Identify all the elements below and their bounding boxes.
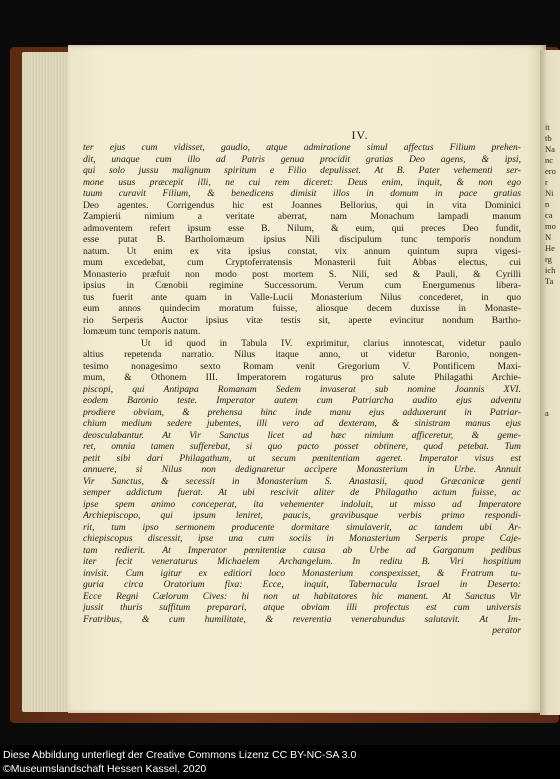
text-line: Monasterio præfuit non modo post mortem S. Nili, sed & Pauli, & Cyrilli <box>83 268 521 280</box>
facing-page-fragment <box>540 298 560 309</box>
text-line: eum annos quindecim moratum fuisse, aliosque decem duxisse in Monaste- <box>83 303 521 314</box>
copyright-credit: ©Museumslandschaft Hessen Kassel, 2020 <box>3 763 207 775</box>
text-line: Ecce Regni Cælorum Cives: hi non ut habitatores hic manent. At Sanctus Vir <box>83 590 521 602</box>
facing-page-fragment: Na <box>545 144 555 154</box>
facing-page-fragment: a <box>545 408 549 418</box>
facing-page-fragment: r <box>545 177 548 187</box>
facing-page-edge <box>540 50 560 715</box>
page-heading: IV. <box>351 128 369 142</box>
facing-page-fragment: it <box>545 122 550 132</box>
text-line: ret, omnia tamen sufferebat, si quo pacto posset obtinere, quod petebat. Tum <box>83 441 521 452</box>
facing-page-fragment <box>540 397 560 408</box>
text-line: petit sibi dari Philagathum, ut secum pœnitentiam ageret. Imperator visus est <box>83 452 521 464</box>
text-line: piscopi, qui Antipapa Romanam Sedem invaserat sub nomine Joannis XVI. <box>83 383 521 395</box>
text-line: annuere, si Nilus non dedignaretur accipere Monasterium in Urbe. Annuit <box>83 464 521 475</box>
facing-page-fragment: N <box>545 232 552 242</box>
facing-page-fragment: Ni <box>545 188 554 198</box>
facing-page-fragment: ca <box>545 210 553 220</box>
text-line: tam redierit. At Imperator pœnitentiæ causa ab Urbe ad Garganum pedibus <box>83 544 521 556</box>
facing-page-fragment <box>540 320 560 331</box>
text-line: invisit. Cum igitur ex editiori loco Monasterium conspexisset, & Fratrum tu- <box>83 567 521 579</box>
text-line: altius repetenda narratio. Nilus itaque anno, ut videtur Baronio, nongen- <box>83 349 521 360</box>
text-line: tesimo nonagesimo sexto Romam venit Gregorium V. Pontificem Maxi- <box>83 360 521 372</box>
text-line: Vir Sanctus, & secessit in Monasterium S. Anastasii, quod Græcanicæ genti <box>83 475 521 487</box>
facing-page-fragment <box>540 353 560 364</box>
text-line: deosculabantur. At Vir Sanctus licet ad hæc nimium afficeretur, & geme- <box>83 429 521 441</box>
text-line: rit, tum ipso sermonem producente dormitare simulaverit, ac tandem ubi Ar- <box>83 521 521 533</box>
text-line: chiepiscopus discessit, ipse una cum sociis in Monasterium Serperis prope Caje- <box>83 533 521 544</box>
facing-page-fragment: rg <box>545 254 552 264</box>
facing-page-fragment <box>540 331 560 342</box>
text-line: esse putat B. Bartholomæum ipsius Nili discipulum tunc temporis nondum <box>83 234 521 245</box>
facing-page-fragment <box>540 375 560 386</box>
facing-page-fragment: tb <box>545 133 552 143</box>
facing-page-fragment <box>540 386 560 397</box>
text-line: qui solo jussu malignum spiritum e Filio depulisset. At B. Pater vehementi ser- <box>83 165 521 176</box>
facing-page-fragment: mo <box>545 221 556 231</box>
text-line: ter ejus cum vidisset, gaudio, atque admiratione simul affectus Filium prehen- <box>83 142 521 153</box>
facing-page-fragment: nc <box>545 155 554 165</box>
text-line: iter fecit veneraturus Michaelem Archangelum. In reditu B. Viri hospitium <box>83 556 521 567</box>
text-line: ipsius in Cœnobii regimine Successorum. Verum cum Energumenus libera- <box>83 280 521 291</box>
text-line: Ut id quod in Tabula IV. exprimitur, clarius innotescat, videtur paulo <box>141 337 521 349</box>
text-line: guria circa Oratorium fixa: Ecce, inquit, Tabernacula Israel in Deserto: <box>83 579 521 590</box>
text-line: lomæum tunc temporis natum. <box>83 326 201 337</box>
text-line: chium medium sedere jubentes, illi vero ad dexteram, & sinistram manus ejus <box>83 418 521 429</box>
text-line: Archiepiscopo, qui ipsum leniret, paucis, gravibusque verbis primo respondi- <box>83 510 521 521</box>
facing-page-fragment: Ta <box>545 276 554 286</box>
text-line: Fratribus, & cum humilitate, & reverentia venerabundus salutavit. At Im- <box>83 613 521 625</box>
text-line: rio Serperis Auctor ipsius vitæ testis sit, aperte evincitur nondum Bartho- <box>83 314 521 326</box>
facing-page-fragment <box>540 287 560 298</box>
text-line: admoventem refert ipsum esse B. Nilum, & eum, qui preces Deo fundit, <box>83 222 521 234</box>
text-line: prodiere obviam, & prehensa hinc inde manu ejus adduxerunt in Patriar- <box>83 406 521 418</box>
license-credit: Diese Abbildung unterliegt der Creative Commons Lizenz CC BY-NC-SA 3.0 <box>3 749 357 761</box>
facing-page-fragment <box>540 342 560 353</box>
text-line: ipse spem animo conceperat, ita vehementer indoluit, ut misso ad Imperatore <box>83 498 521 510</box>
text-line: Zampierii nimium a veritate aberrat, nam Monachum lampadi manum <box>83 211 521 222</box>
facing-page-fragment <box>540 364 560 375</box>
text-line: semper addictum fuerat. At ubi rescivit aliter de Philagatho actum fuisse, ac <box>83 487 521 498</box>
facing-page-fragment: n <box>545 199 550 209</box>
body-text <box>83 142 521 637</box>
text-line: mone usus præcepit illi, ne cui rem diceret: Deus enim, inquit, & non ego <box>83 176 521 188</box>
text-line: Deo agentes. Corrigendus hic est Joannes Bellorius, qui in vita Dominici <box>83 199 521 211</box>
text-line: mum excedebat, cum Cryptoferratensis Monasterii fuit Abbas electus, cui <box>83 257 521 268</box>
text-line: natum. Ut enim ex vita ipsius constat, vix annum quintum supra vigesi- <box>83 245 521 257</box>
text-line: mum, & Othonem III. Imperatorem rogaturus pro salute Philagathi Archie- <box>83 372 521 383</box>
text-line: tuum curavit Filium, & benedicens dimisit illos in domum in pace gratias <box>83 188 521 199</box>
facing-page-fragment: He <box>545 243 555 253</box>
text-line: tus fuerit ante quam in Valle-Lucii Monasterium Nilus concederet, in quo <box>83 291 521 303</box>
facing-page-fragment: ich <box>545 265 556 275</box>
facing-page-fragment: ero <box>545 166 556 176</box>
text-line: eodem Baronio teste. Imperator autem cum Patriarcha audito ejus adventu <box>83 395 521 406</box>
text-line: dit, unaque cum illo ad Patris genua procidit gratias Deo agens, & ipsi, <box>83 153 521 165</box>
text-line: jussit thuris suffitum preparari, atque obviam illi profectus est cum universis <box>83 602 521 613</box>
catchword: perator <box>492 625 521 636</box>
facing-page-fragment <box>540 309 560 320</box>
